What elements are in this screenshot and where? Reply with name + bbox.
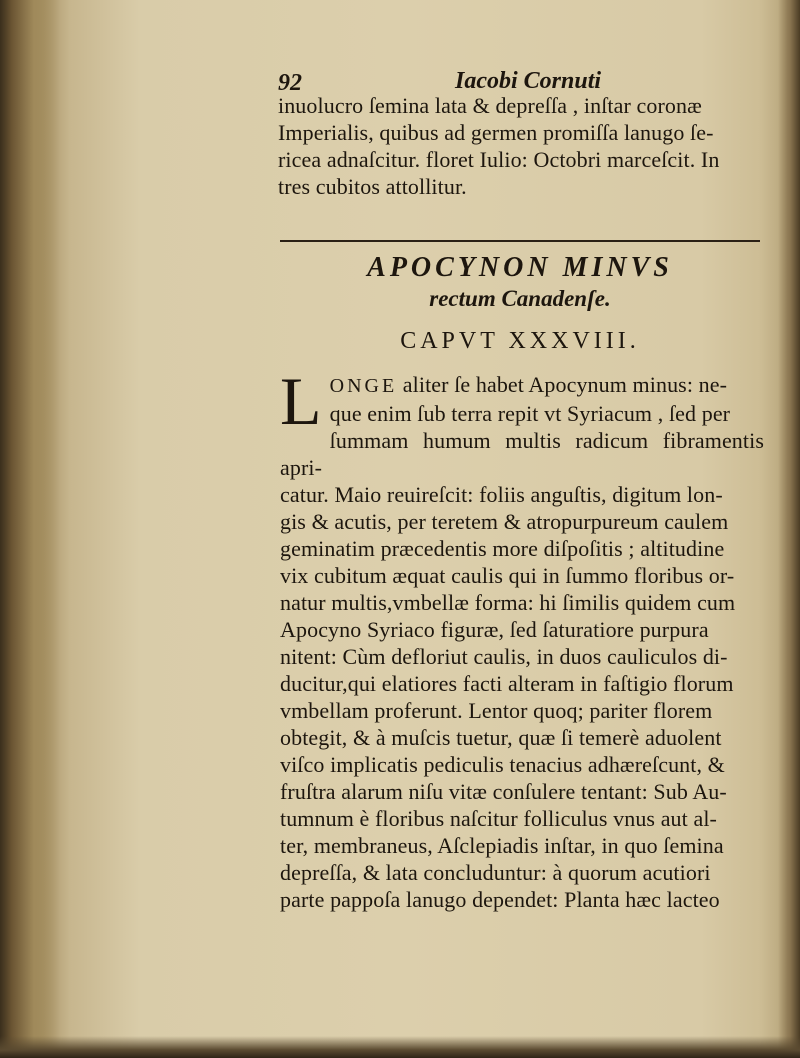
section-heading — [268, 252, 772, 355]
page-bottom-edge — [0, 1036, 800, 1058]
text-line: tumnum è floribus naſcitur folliculus vnus aut al- — [280, 806, 717, 831]
text-line: ſummam humum multis radicum fibramentis apri- — [280, 428, 764, 480]
text-line: Apocyno Syriaco figuræ, ſed ſaturatiore purpura — [280, 617, 709, 642]
text-line: viſco implicatis pediculis tenacius adhæreſcunt, & — [280, 752, 725, 777]
text-line: vmbellam proferunt. Lentor quoq; pariter florem — [280, 698, 713, 723]
section-title: APOCYNON MINVS — [367, 252, 673, 283]
text-line: tres cubitos attollitur. — [278, 174, 467, 199]
text-line: depreſſa, & lata concluduntur: à quorum acutiori — [280, 860, 711, 885]
book-binding-shadow — [0, 0, 60, 1058]
text-line: fruſtra alarum niſu vitæ conſulere tentant: Sub Au- — [280, 779, 727, 804]
section-divider — [280, 240, 760, 242]
small-caps-word: ONGE — [329, 375, 398, 397]
page-number: 92 — [278, 70, 302, 96]
first-line-text: aliter ſe habet Apocynum minus: ne- — [402, 372, 728, 397]
text-line: nitent: Cùm defloriut caulis, in duos cauliculos di- — [280, 644, 728, 669]
continued-paragraph — [278, 92, 760, 200]
text-line: natur multis,vmbellæ forma: hi ſimilis quidem cum — [280, 590, 736, 615]
text-line: Imperialis, quibus ad germen promiſſa lanugo ſe- — [278, 120, 714, 145]
drop-cap: L — [280, 363, 322, 439]
chapter-heading: CAPVT XXXVIII. — [400, 328, 640, 354]
section-subtitle: rectum Canadenſe. — [429, 286, 611, 311]
text-block — [268, 58, 772, 913]
text-line: vix cubitum æquat caulis qui in ſummo floribus or- — [280, 563, 735, 588]
text-line: gis & acutis, per teretem & atropurpureum caulem — [280, 509, 729, 534]
text-line: geminatim præcedentis more diſpoſitis ; altitudine — [280, 536, 725, 561]
running-head — [268, 58, 772, 96]
text-line: ter, membraneus, Aſclepiadis inſtar, in quo ſemina — [280, 833, 724, 858]
text-line: inuolucro ſemina lata & depreſſa , inſtar coronæ — [278, 93, 702, 118]
text-line — [280, 371, 764, 400]
text-line: catur. Maio reuireſcit: foliis anguſtis, digitum lon- — [280, 482, 723, 507]
text-line: parte pappoſa lanugo dependet: Planta hæc lacteo — [280, 887, 720, 912]
text-line: ducitur,qui elatiores facti alteram in faſtigio florum — [280, 671, 734, 696]
page-edge — [778, 0, 800, 1058]
chapter-paragraph — [280, 363, 764, 913]
running-title: Iacobi Cornuti — [455, 68, 602, 94]
text-line: ricea adnaſcitur. floret Iulio: Octobri marceſcit. In — [278, 147, 720, 172]
text-line: que enim ſub terra repit vt Syriacum , ſed per — [329, 401, 731, 426]
text-line: obtegit, & à muſcis tuetur, quæ ſi temerè aduolent — [280, 725, 722, 750]
